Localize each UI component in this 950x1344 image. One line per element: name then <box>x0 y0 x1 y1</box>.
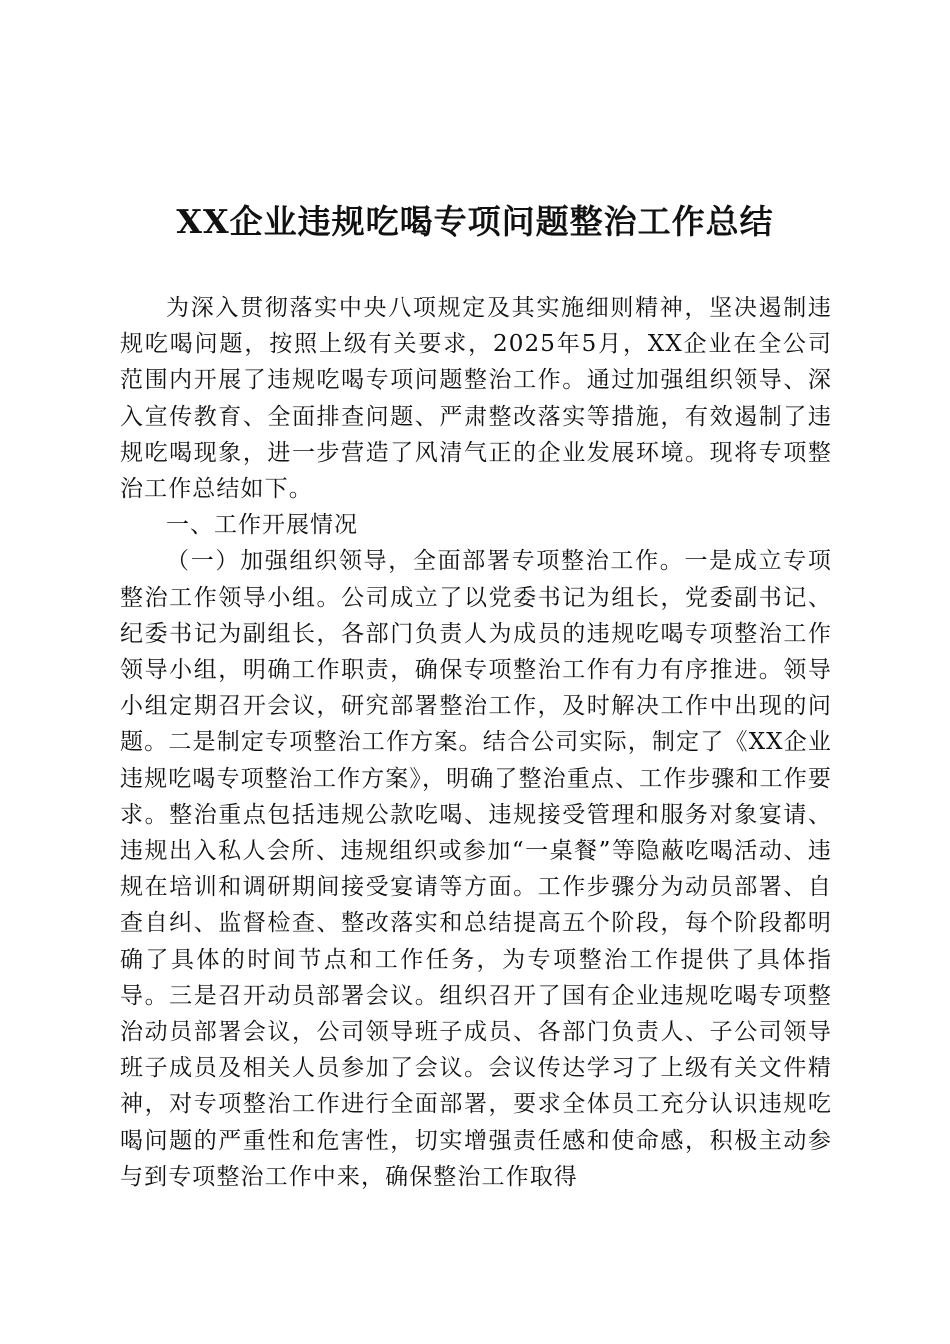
subsection-1-body: 一是成立专项整治工作领导小组。公司成立了以党委书记为组长，党委副书记、纪委书记为副组长，各部门负责人为成员的违规吃喝专项整治工作领导小组，明确工作职责，确保专项整治工作有力有序推进。领导小组定期召开会议，研究部署整治工作，及时解决工作中出现的问题。二是制定专项整治工作方案。结合公司实际，制定了《XX企业违规吃喝专项整治工作方案》，明确了整治重点、工作步骤和工作要求。整治重点包括违规公款吃喝、违规接受管理和服务对象宴请、违规出入私人会所、违规组织或参加“一桌餐”等隐蔽吃喝活动、违规在培训和调研期间接受宴请等方面。工作步骤分为动员部署、自查自纠、监督检查、整改落实和总结提高五个阶段，每个阶段都明确了具体的时间节点和工作任务，为专项整治工作提供了具体指导。三是召开动员部署会议。组织召开了国有企业违规吃喝专项整治动员部署会议，公司领导班子成员、各部门负责人、子公司领导班子成员及相关人员参加了会议。会议传达学习了上级有关文件精神，对专项整治工作进行全面部署，要求全体员工充分认识违规吃喝问题的严重性和危害性，切实增强责任感和使命感，积极主动参与到专项整治工作中来，确保整治工作取得 <box>120 548 832 1190</box>
document-title: XX企业违规吃喝专项问题整治工作总结 <box>176 202 774 241</box>
intro-paragraph: 为深入贯彻落实中央八项规定及其实施细则精神，坚决遏制违规吃喝问题，按照上级有关要求，2025年5月，XX企业在全公司范围内开展了违规吃喝专项问题整治工作。通过加强组织领导、深入宣传教育、全面排查问题、严肃整改落实等措施，有效遏制了违规吃喝现象，进一步营造了风清气正的企业发展环境。现将专项整治工作总结如下。 <box>120 295 832 503</box>
document-body <box>120 290 832 1195</box>
subsection-1-paragraph <box>120 543 832 1195</box>
subsection-1-lead: （一）加强组织领导，全面部署专项整治工作。 <box>166 548 685 575</box>
section-heading-1: 一、工作开展情况 <box>166 512 358 539</box>
